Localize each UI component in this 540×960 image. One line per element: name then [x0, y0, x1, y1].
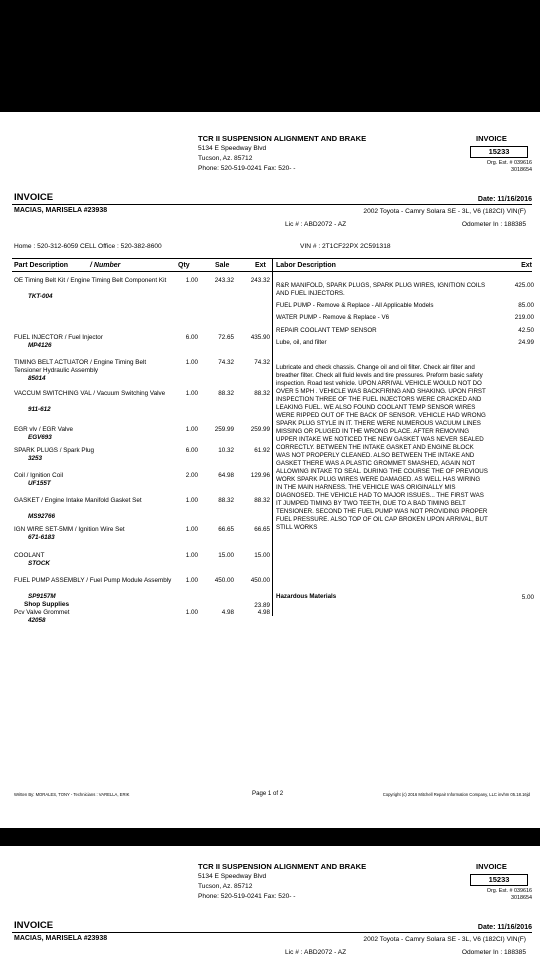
labor-amount: 425.00: [514, 282, 534, 289]
part-ext: 435.90: [250, 334, 270, 341]
part-description: FUEL PUMP ASSEMBLY / Fuel Pump Module Assembly: [14, 577, 172, 584]
invoice-number-box-p2: 15233: [470, 874, 528, 886]
part-description: EGR vlv / EGR Valve: [14, 426, 74, 433]
vehicle-vin: VIN # : 2T1CF22PX 2C591318: [300, 243, 391, 250]
part-sale: 4.98: [221, 609, 234, 616]
part-number: 671-6183: [28, 534, 55, 541]
license-plate-p2: Lic # : ABD2072 - AZ: [285, 949, 347, 956]
page-number: Page 1 of 2: [252, 790, 284, 797]
hazard-amount: 5.00: [521, 594, 534, 601]
org-est-number-2-p2: 3018654: [511, 895, 532, 901]
shop-address-line1-p2: 5134 E Speedway Blvd: [198, 873, 267, 880]
part-ext: 129.96: [250, 472, 270, 479]
part-ext: 243.32: [250, 277, 270, 284]
col-labor-ext: Ext: [521, 262, 532, 269]
invoice-title: INVOICE: [14, 192, 54, 203]
part-number: STOCK: [28, 560, 50, 567]
part-qty: 1.00: [185, 577, 198, 584]
part-sale: 72.65: [218, 334, 234, 341]
labor-description: WATER PUMP - Remove & Replace - V6: [276, 314, 390, 321]
part-description: Pcv Valve Grommet: [14, 609, 70, 616]
column-divider: [272, 258, 273, 616]
labor-notes: Lubricate and check chassis. Change oil and oil filter. Check air filter and breather filter. Check all fluid levels and tire pressures. Preform basic safety inspection. Road test vehicle. UPON ARRIVAL VEHICLE WOULD NOT DO OVER 5 MPH . VEHICLE WAS BACKFIRING AND SHAKING. UPON FIRST INSPECTION THREE OF THE FUEL INJECTORS WERE CRACKED AND LEAKING FUEL. WE ALSO FOUND COOLANT TEMP SENSOR WIRES WERE RIPPED OUT OF THE BACK OF SENSOR. VEHICLE HAD WRONG SPARK PLUG STYLE IN IT. THERE WERE NUMEROUS VACUUM LINES MISSING OR PLUGED IN THE WRONG PLACE. AFTER REMOVING UPPER INTAKE WE NOTICED THE NEW GASKET WAS NEVER SEALED CORRECTLY. BETWEEN THE INTAKE GASKET AND ENGINE BLOCK WAS NOT PROPERLY CLEANED. ALSO BETWEEN THE INTAKE AND GASKET THERE WAS A PLASTIC GROMMET SMASHED, AGAIN NOT ALLOWING INTAKE TO SEAL. DURING THE COURSE THE OF PREVIOUS WORK SPARK PLUG WIRES WERE DAMAGED. AS WELL HAS WIRING IN THE MAIN HARNESS. THE VEHICLE WAS ORIGINALLY MIS DIAGNOSED. THE VEHICLE HAD TO MAJOR ISSUES... THE FIRST WAS IT JUMPED TIMING BY TWO TEETH, DUE TO A BAD TIMING BELT TENSIONER. SECOND THE FUEL PUMP WAS NOT PROVIDING PROPER FUEL PRESSURE. ALSO TOP OF OIL CAP BROKEN UPON ARRIVAL, BUT STILL WORKS: [276, 364, 488, 531]
part-ext: 66.65: [254, 526, 270, 533]
part-ext: 61.92: [254, 447, 270, 454]
part-ext: 15.00: [254, 552, 270, 559]
invoice-page-2: [0, 846, 540, 960]
part-description: SPARK PLUGS / Spark Plug: [14, 447, 95, 454]
part-number: 42058: [28, 617, 46, 624]
part-number: UF155T: [28, 480, 51, 487]
part-sale: 88.32: [218, 390, 234, 397]
header-rule: [12, 204, 532, 205]
shop-name: TCR II SUSPENSION ALIGNMENT AND BRAKE: [198, 134, 367, 143]
col-part-number: / Number: [90, 262, 121, 269]
part-number: 85014: [28, 375, 46, 382]
col-labor-description: Labor Description: [276, 262, 336, 269]
col-ext: Ext: [255, 262, 266, 269]
part-ext: 88.32: [254, 497, 270, 504]
invoice-date-p2: Date: 11/16/2016: [477, 924, 532, 931]
col-part-description: Part Description: [14, 262, 69, 269]
part-description: TIMING BELT ACTUATOR / Engine Timing Belt Tensioner Hydraulic Assembly: [14, 359, 147, 374]
middle-black-bar: [0, 828, 540, 846]
odometer: Odometer In : 188385: [461, 221, 526, 228]
labor-amount: 42.50: [518, 327, 534, 334]
invoice-number-box: 15233: [470, 146, 528, 158]
top-black-bar: [0, 0, 540, 112]
col-sale: Sale: [215, 262, 230, 269]
org-est-number: Org. Est. # 039616: [486, 160, 532, 166]
part-description: VACCUM SWITCHING VAL / Vacuum Switching Valve: [14, 390, 166, 397]
part-sale: 259.99: [214, 426, 234, 433]
shop-address-line2: Tucson, Az. 85712: [198, 155, 253, 162]
part-qty: 1.00: [185, 390, 198, 397]
vehicle-description: 2002 Toyota - Camry Solara SE - 3L, V6 (182CI) VIN(F): [363, 208, 526, 215]
part-description: IGN WIRE SET-5MM / Ignition Wire Set: [14, 526, 125, 533]
part-description: GASKET / Engine Intake Manifold Gasket Set: [14, 497, 142, 504]
odometer-p2: Odometer In : 188385: [461, 949, 526, 956]
shop-address-line1: 5134 E Speedway Blvd: [198, 145, 267, 152]
part-description: FUEL INJECTOR / Fuel Injector: [14, 334, 103, 341]
shop-phone-p2: Phone: 520-519-0241 Fax: 520- -: [198, 893, 296, 900]
part-ext: 4.98: [257, 609, 270, 616]
part-number: MP4126: [28, 342, 52, 349]
shop-address-line2-p2: Tucson, Az. 85712: [198, 883, 253, 890]
license-plate: Lic # : ABD2072 - AZ: [285, 221, 347, 228]
part-qty: 1.00: [185, 526, 198, 533]
part-sale: 74.32: [218, 359, 234, 366]
shop-name-p2: TCR II SUSPENSION ALIGNMENT AND BRAKE: [198, 862, 367, 871]
part-number: EGV693: [28, 434, 52, 441]
part-sale: 64.98: [218, 472, 234, 479]
part-qty: 1.00: [185, 609, 198, 616]
part-sale: 10.32: [218, 447, 234, 454]
col-qty: Qty: [178, 262, 190, 269]
labor-description: REPAIR COOLANT TEMP SENSOR: [276, 327, 377, 334]
written-by: Written By: MORALES, TONY - Technicians : VARELLA, ERIK: [14, 792, 130, 797]
customer-name: MACIAS, MARISELA #23938: [14, 207, 108, 214]
part-description: Coil / Ignition Coil: [14, 472, 63, 479]
labor-description: FUEL PUMP - Remove & Replace - All Applicable Models: [276, 302, 434, 309]
shop-supplies-label: Shop Supplies: [24, 601, 70, 608]
part-number: MS92766: [28, 513, 55, 520]
org-est-number-2: 3018654: [511, 167, 532, 173]
vehicle-description-p2: 2002 Toyota - Camry Solara SE - 3L, V6 (182CI) VIN(F): [363, 936, 526, 943]
org-est-number-p2: Org. Est. # 039616: [486, 888, 532, 894]
header-rule-p2: [12, 932, 532, 933]
part-qty: 6.00: [185, 334, 198, 341]
part-sale: 88.32: [218, 497, 234, 504]
part-sale: 15.00: [218, 552, 234, 559]
part-sale: 243.32: [214, 277, 234, 284]
hazard-label: Hazardous Materials: [276, 593, 337, 600]
invoice-title-p2: INVOICE: [14, 920, 54, 931]
part-number: 911-612: [28, 406, 51, 413]
part-qty: 1.00: [185, 497, 198, 504]
invoice-label-p2: INVOICE: [476, 862, 507, 871]
invoice-date: Date: 11/16/2016: [477, 196, 532, 203]
part-qty: 1.00: [185, 359, 198, 366]
part-number: 3253: [28, 455, 43, 462]
part-number: SP9157M: [28, 593, 56, 600]
part-ext: 450.00: [250, 577, 270, 584]
part-ext: 88.32: [254, 390, 270, 397]
part-qty: 6.00: [185, 447, 198, 454]
labor-description: Lube, oil, and filter: [276, 339, 327, 346]
part-ext: 259.99: [250, 426, 270, 433]
invoice-label: INVOICE: [476, 134, 507, 143]
invoice-page-1: [0, 112, 540, 828]
labor-amount: 85.00: [518, 302, 534, 309]
shop-phone: Phone: 520-519-0241 Fax: 520- -: [198, 165, 296, 172]
copyright: Copyright (c) 2016 Mitchell Repair Information Company, LLC invhm 05.18.16jd: [382, 792, 530, 797]
part-sale: 450.00: [214, 577, 234, 584]
part-qty: 1.00: [185, 552, 198, 559]
customer-phones: Home : 520-312-6059 CELL Office : 520-382-8600: [14, 243, 162, 250]
part-qty: 1.00: [185, 426, 198, 433]
part-number: TKT-004: [28, 293, 53, 300]
part-qty: 2.00: [185, 472, 198, 479]
customer-name-p2: MACIAS, MARISELA #23938: [14, 935, 108, 942]
part-sale: 66.65: [218, 526, 234, 533]
shop-supplies-ext: 23.89: [254, 602, 270, 609]
labor-amount: 219.00: [514, 314, 534, 321]
part-description: COOLANT: [14, 552, 45, 559]
labor-amount: 24.99: [518, 339, 534, 346]
part-description: OE Timing Belt Kit / Engine Timing Belt Component Kit: [14, 277, 167, 284]
part-qty: 1.00: [185, 277, 198, 284]
part-ext: 74.32: [254, 359, 270, 366]
labor-description: R&R MANIFOLD, SPARK PLUGS, SPARK PLUG WIRES, IGNITION COILS AND FUEL INJECTORS.: [276, 282, 486, 297]
